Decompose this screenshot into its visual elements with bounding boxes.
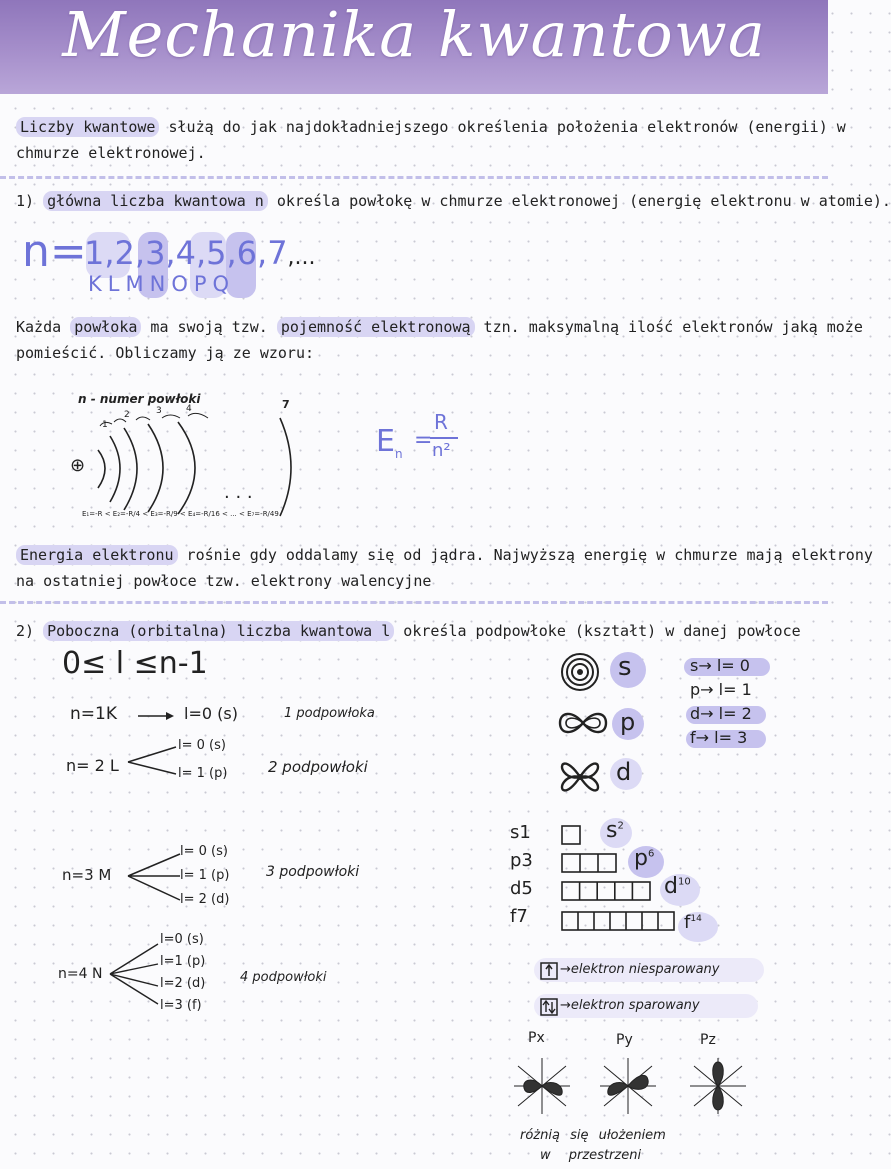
- n4-count: 4 podpowłoki: [240, 970, 327, 985]
- n2-count: 2 podpowłoki: [268, 758, 368, 776]
- capacity-line-2: pomieścić. Obliczamy ją ze wzoru:: [16, 344, 315, 362]
- formula-e: E: [376, 424, 395, 459]
- capacity-text: Każda: [16, 318, 71, 336]
- mapping-f: f→ l= 3: [690, 728, 748, 747]
- title-banner: [0, 0, 828, 94]
- n2-l-0: l= 0 (s): [178, 738, 226, 753]
- branch-arrows: [128, 850, 184, 906]
- sup-base: d: [664, 874, 678, 899]
- capacity-line-1: [16, 314, 863, 340]
- d-orbital-icon: [556, 752, 604, 802]
- shell-number: 5: [206, 234, 227, 272]
- l-range: 0≤ l ≤n-1: [62, 646, 208, 681]
- formula-den: n²: [432, 440, 451, 461]
- n3-l-2: l= 2 (d): [180, 892, 230, 907]
- shell-letter: N: [149, 272, 172, 296]
- capacity-text: ma swoją tzw.: [141, 318, 277, 336]
- shell-number-label: 4: [186, 404, 192, 414]
- diagram-caption: n - numer powłoki: [78, 392, 201, 406]
- orbital-label-p: p: [620, 708, 636, 736]
- n3-l-1: l= 1 (p): [180, 868, 230, 883]
- mapping-d: d→ l= 2: [690, 704, 752, 723]
- branch-arrows: [128, 744, 180, 778]
- n1-l: l=0 (s): [184, 704, 238, 723]
- box-label-s: s1: [510, 822, 531, 843]
- n4-l-0: l=0 (s): [160, 932, 204, 947]
- energy-line-1: [16, 542, 873, 568]
- n2-l-1: l= 1 (p): [178, 766, 228, 781]
- orbital-label-s: s: [618, 652, 632, 682]
- shell-letter: L: [107, 272, 126, 296]
- py-orbital-icon: [596, 1054, 660, 1118]
- mapping-s: s→ l= 0: [690, 656, 750, 675]
- n3-label: n=3 M: [62, 866, 112, 884]
- shell-letter: O: [171, 272, 194, 296]
- paired-label: →elektron sparowany: [560, 998, 700, 1013]
- formula-lhs: [376, 424, 403, 461]
- formula-eq: =: [414, 428, 433, 453]
- sup-base: s: [606, 818, 618, 843]
- capacity-text: tzn. maksymalną ilość elektronów jaką może: [474, 318, 863, 336]
- nucleus-icon: ⊕: [70, 455, 86, 476]
- divider: [0, 601, 828, 604]
- n1-label: n=1K: [70, 704, 117, 724]
- energy-chain: E₁=-R < E₂=-R/4 < E₃=-R/9 < E₄=-R/16 < ... < E₇=-R/49: [82, 510, 279, 518]
- shell-number: 7: [267, 234, 288, 272]
- n3-count: 3 podpowłoki: [266, 864, 360, 880]
- box-label-d: d5: [510, 878, 533, 899]
- shell-number: 2: [114, 234, 135, 272]
- capacity-highlight: pojemność elektronową: [277, 317, 475, 337]
- energy-highlight: Energia elektronu: [16, 545, 178, 565]
- diff-line-2: w przestrzeni: [540, 1148, 642, 1163]
- shell-number: 4: [175, 234, 196, 272]
- box-sup-s: [606, 818, 624, 843]
- ellipsis: . . .: [224, 482, 253, 503]
- shell-letter: Q: [212, 272, 236, 296]
- shell-letter: P: [193, 272, 213, 296]
- n4-label: n=4 N: [58, 966, 103, 982]
- box-sup-d: [664, 874, 691, 899]
- shell-number-label: 7: [282, 398, 290, 411]
- intro-line-1: [16, 114, 846, 140]
- sup-base: f: [684, 912, 691, 933]
- sup-value: 10: [677, 876, 691, 888]
- shell-letter: K: [88, 272, 108, 296]
- orbital-label-d: d: [616, 758, 632, 786]
- box-sup-f: [684, 912, 702, 933]
- shell-letters: [88, 272, 235, 296]
- sup-value: 2: [617, 820, 624, 832]
- intro-line-2: chmurze elektronowej.: [16, 144, 206, 162]
- n1-count: 1 podpowłoka: [284, 706, 375, 721]
- shell-number: 1: [84, 234, 105, 272]
- mapping-p: p→ l= 1: [690, 680, 752, 699]
- n3-l-0: l= 0 (s): [180, 844, 228, 859]
- branch-arrows: [110, 940, 162, 1010]
- box-label-p: p3: [510, 850, 533, 871]
- section2-text: określa podpowłoke (kształt) w danej powłoce: [394, 622, 801, 640]
- page-title: Mechanika kwantowa: [62, 0, 766, 71]
- shell-number: 3: [145, 234, 166, 272]
- pz-label: Pz: [700, 1032, 716, 1048]
- intro-highlight: Liczby kwantowe: [16, 117, 159, 137]
- n-label: n=: [22, 226, 87, 277]
- box-label-f: f7: [510, 906, 528, 927]
- formula-sub: n: [394, 447, 403, 461]
- p-orbital-icon: [558, 708, 608, 738]
- sup-value: 14: [690, 914, 702, 924]
- shell-number-label: 1: [102, 420, 108, 430]
- section2-highlight: Poboczna (orbitalna) liczba kwantowa l: [43, 621, 394, 641]
- sup-base: p: [634, 846, 648, 871]
- section1-highlight: główna liczba kwantowa n: [43, 191, 268, 211]
- shell-arcs-diagram: [90, 412, 310, 522]
- box-sup-p: [634, 846, 654, 871]
- shell-letter: M: [125, 272, 150, 296]
- px-orbital-icon: [510, 1054, 574, 1118]
- section1-number: 1): [16, 192, 44, 210]
- arrow: [138, 712, 178, 722]
- section2-number: 2): [16, 622, 44, 640]
- formula-num: R: [434, 410, 448, 434]
- section2-heading: [16, 618, 801, 644]
- shell-number: 6: [236, 234, 258, 272]
- section1-heading: [16, 188, 891, 214]
- diff-line-1: różnią się ułożeniem: [520, 1128, 666, 1143]
- divider: [0, 176, 828, 179]
- s-orbital-icon: [560, 652, 600, 692]
- ellipsis: ,...: [287, 245, 316, 270]
- unpaired-electron-box-icon: [540, 962, 558, 980]
- sup-value: 6: [647, 848, 655, 860]
- pz-orbital-icon: [686, 1054, 750, 1118]
- energy-text: rośnie gdy oddalamy się od jądra. Najwyższą energię w chmurze mają elektrony: [177, 546, 873, 564]
- energy-line-2: na ostatniej powłoce tzw. elektrony walencyjne: [16, 572, 432, 590]
- n4-l-2: l=2 (d): [160, 976, 206, 991]
- n2-label: n= 2 L: [66, 756, 119, 775]
- py-label: Py: [616, 1032, 633, 1048]
- n4-l-1: l=1 (p): [160, 954, 206, 969]
- shell-number-label: 3: [156, 406, 162, 416]
- n4-l-3: l=3 (f): [160, 998, 202, 1013]
- paired-electron-box-icon: [540, 998, 558, 1016]
- unpaired-label: →elektron niesparowany: [560, 962, 720, 977]
- section1-text: określa powłokę w chmurze elektronowej (energię elektronu w atomie).: [267, 192, 891, 210]
- intro-text: służą do jak najdokładniejszego określenia położenia elektronów (energii) w: [159, 118, 846, 136]
- capacity-highlight: powłoka: [70, 317, 141, 337]
- shell-numbers: 1,2,3,4,5,6,7,...: [84, 234, 316, 272]
- px-label: Px: [528, 1030, 545, 1046]
- shell-number-label: 2: [124, 410, 130, 420]
